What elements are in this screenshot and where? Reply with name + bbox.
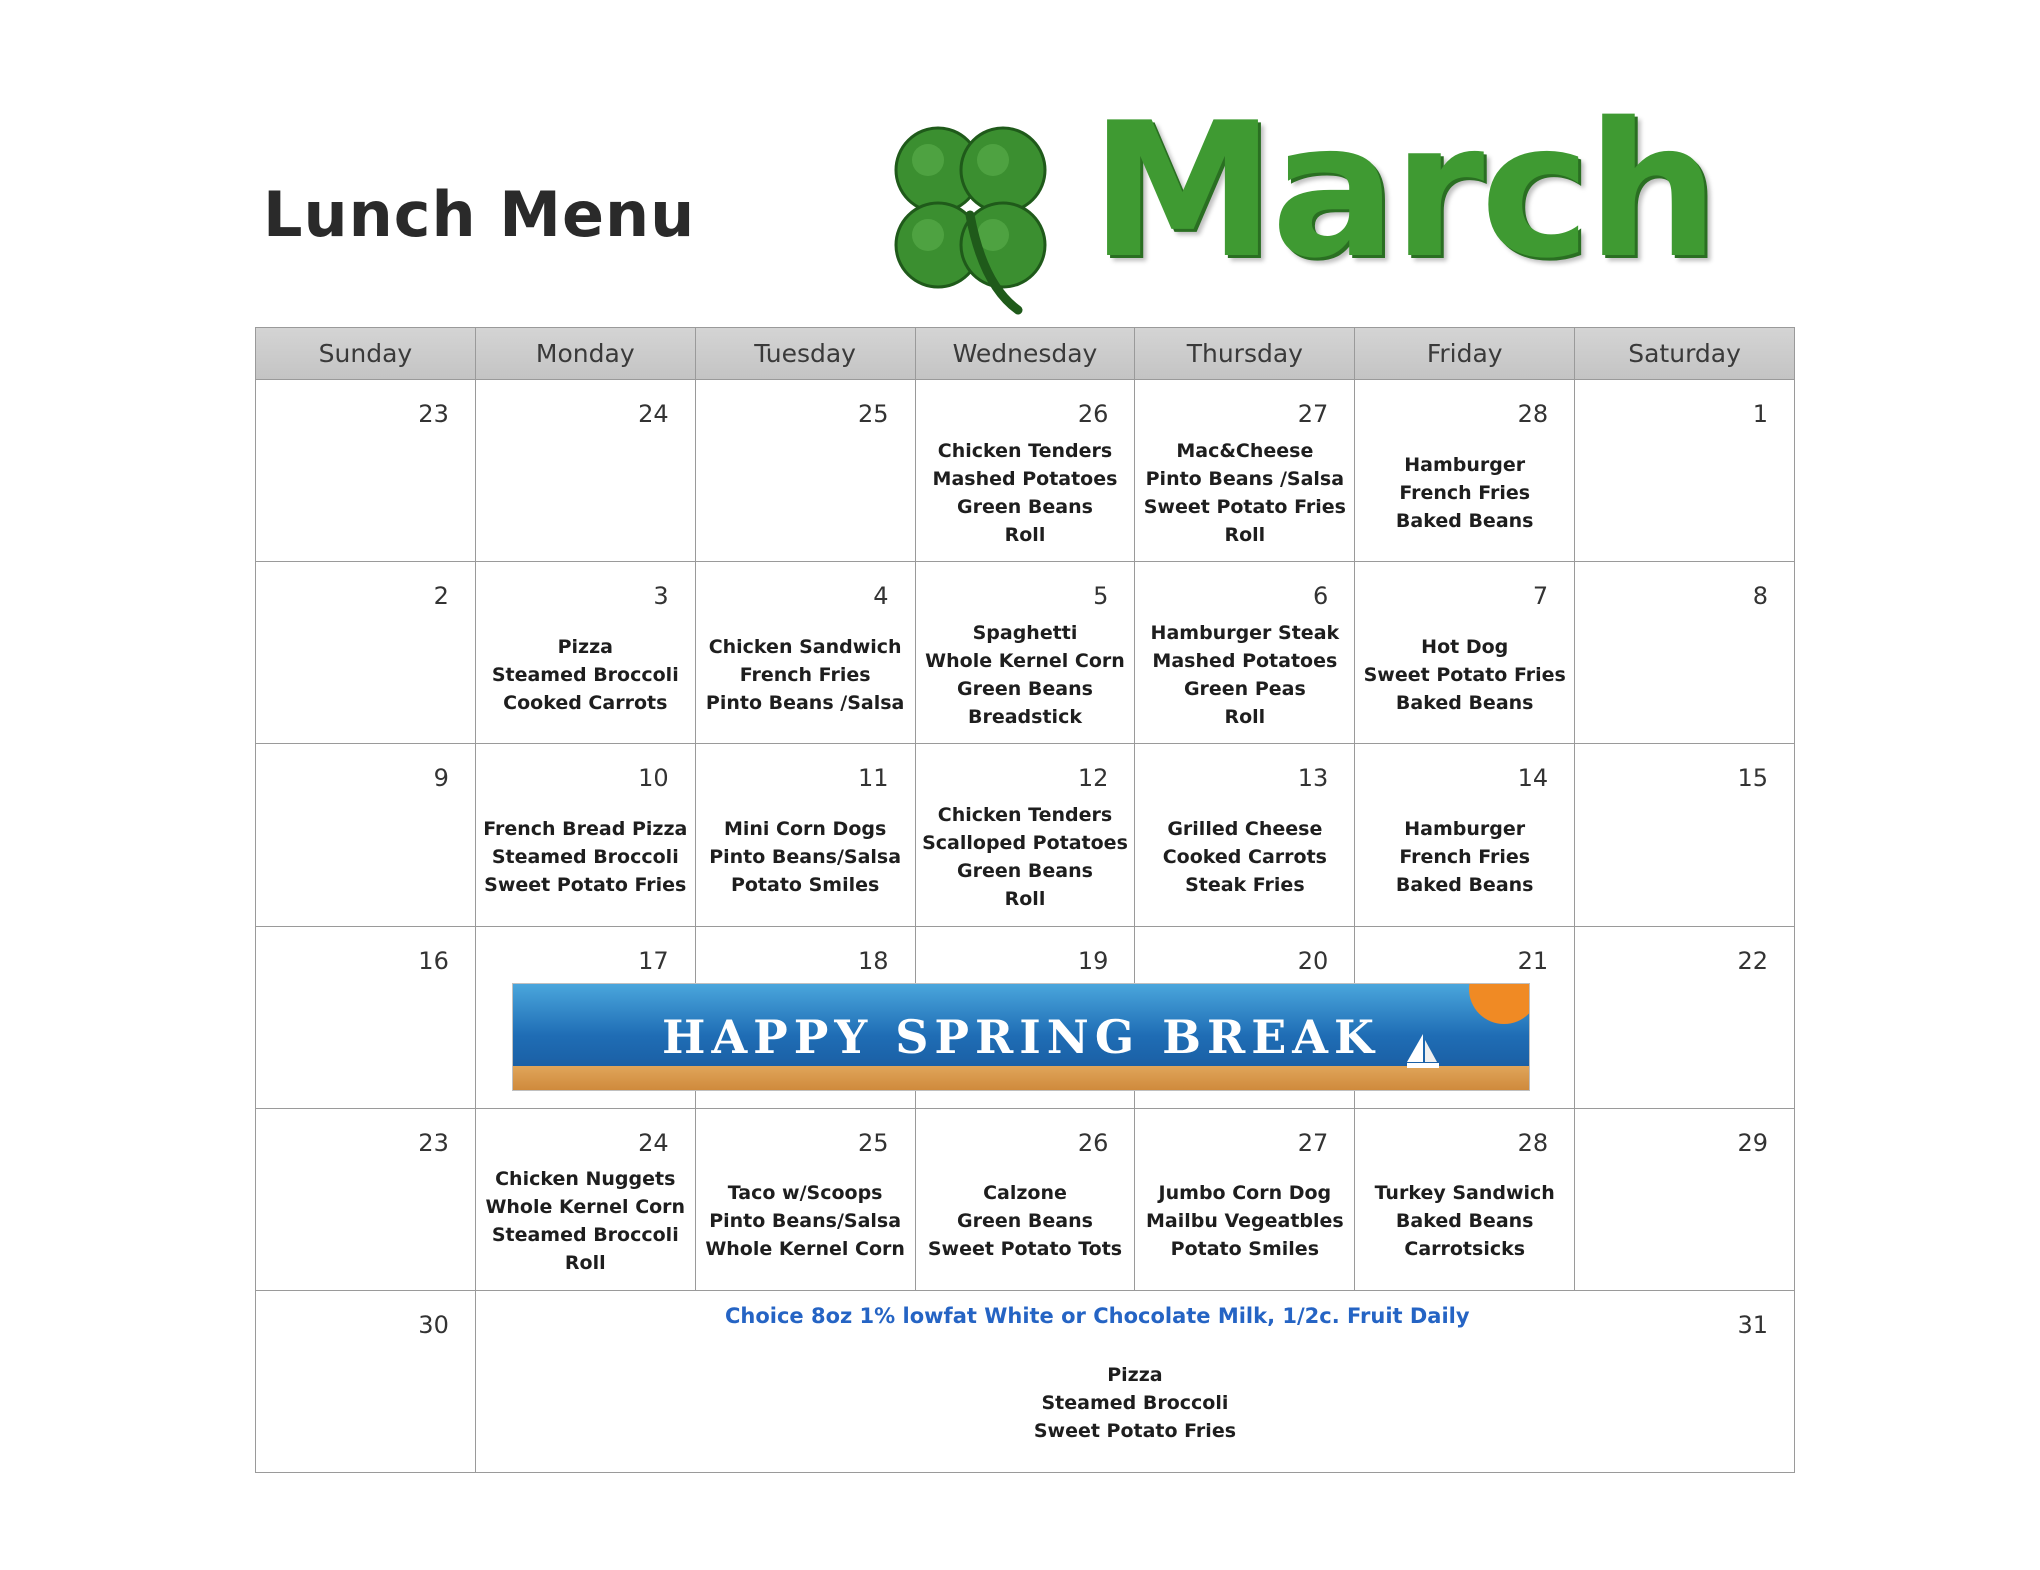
menu-item: Steak Fries [1185, 873, 1305, 896]
menu-item: Roll [1004, 887, 1046, 910]
menu-item: Roll [1224, 523, 1266, 546]
calendar-day-cell [1135, 744, 1355, 926]
day-number: 24 [638, 400, 669, 428]
menu-item: Chicken Tenders [937, 803, 1113, 826]
menu-item: Cooked Carrots [503, 691, 668, 714]
day-number: 20 [1297, 946, 1329, 975]
menu-items [696, 1153, 915, 1290]
weekday-header-sunday: Sunday [256, 328, 476, 380]
day-number: 21 [1517, 946, 1549, 975]
menu-item: Sweet Potato Fries [1143, 495, 1346, 518]
menu-item: Hamburger Steak [1150, 621, 1340, 644]
menu-item: Steamed Broccoli [491, 845, 679, 868]
menu-item: Breadstick [968, 705, 1082, 728]
menu-items [476, 606, 695, 743]
day-number: 30 [418, 1310, 449, 1339]
menu-item: Pinto Beans/Salsa [709, 1210, 902, 1233]
day-number: 9 [433, 764, 449, 793]
menu-item: Roll [564, 1252, 606, 1275]
calendar-day-cell [916, 562, 1136, 744]
menu-item: Baked Beans [1395, 691, 1534, 714]
calendar-day-cell [916, 380, 1136, 562]
menu-item: Pinto Beans/Salsa [709, 845, 902, 868]
menu-items [696, 606, 915, 743]
sailboat-icon [1403, 1032, 1443, 1072]
day-number: 29 [1737, 1128, 1768, 1157]
day-number: 18 [858, 946, 889, 975]
menu-item: Green Peas [1183, 677, 1306, 700]
menu-items [916, 606, 1135, 743]
weekday-header-friday: Friday [1355, 328, 1575, 380]
menu-item: French Fries [1399, 845, 1531, 868]
day-number: 28 [1517, 1128, 1549, 1157]
calendar-grid [255, 327, 1795, 1473]
day-number: 17 [638, 946, 669, 975]
day-number: 2 [433, 582, 449, 611]
day-number: 24 [638, 1128, 669, 1157]
calendar-day-cell [256, 562, 476, 744]
menu-items [1355, 424, 1574, 561]
day-number: 27 [1297, 400, 1329, 428]
menu-item: Steamed Broccoli [491, 663, 679, 686]
weekday-header-tuesday: Tuesday [696, 328, 916, 380]
day-number: 8 [1752, 582, 1768, 611]
menu-item: Taco w/Scoops [727, 1182, 883, 1205]
menu-item: Mashed Potatoes [1152, 649, 1338, 672]
menu-item: Chicken Nuggets [495, 1168, 676, 1191]
menu-items [1355, 606, 1574, 743]
milk-note: Choice 8oz 1% lowfat White or Chocolate Milk, 1/2c. Fruit Daily [725, 1304, 1470, 1328]
menu-item: Pizza [1107, 1364, 1163, 1387]
day-number: 14 [1517, 764, 1549, 793]
menu-items [1135, 424, 1354, 561]
lunch-menu-title: Lunch Menu [263, 178, 696, 251]
day-number: 3 [653, 582, 669, 611]
calendar-day-cell [476, 744, 696, 926]
menu-item: Mashed Potatoes [932, 467, 1118, 490]
menu-item: Baked Beans [1395, 873, 1534, 896]
day-number: 23 [418, 1128, 449, 1157]
day-number: 15 [1737, 764, 1768, 793]
menu-item: Green Beans [957, 1210, 1093, 1233]
menu-item: Baked Beans [1395, 1210, 1534, 1233]
menu-item: Chicken Sandwich [708, 635, 902, 658]
calendar-day-cell [476, 1109, 696, 1291]
menu-item: Whole Kernel Corn [925, 649, 1125, 672]
day-number: 22 [1737, 946, 1768, 975]
menu-items [476, 1335, 1794, 1472]
calendar-day-cell [1575, 1109, 1795, 1291]
menu-item: Carrotsicks [1404, 1238, 1526, 1261]
day-number: 26 [1077, 400, 1109, 428]
menu-item: Hamburger [1404, 453, 1526, 476]
menu-item: Roll [1004, 523, 1046, 546]
day-number: 5 [1093, 582, 1109, 611]
menu-item: Hot Dog [1421, 635, 1509, 658]
menu-items [916, 424, 1135, 561]
menu-items [1135, 1153, 1354, 1290]
menu-item: Grilled Cheese [1167, 817, 1323, 840]
menu-item: Mini Corn Dogs [723, 817, 887, 840]
calendar-day-cell [256, 380, 476, 562]
menu-item: Whole Kernel Corn [705, 1238, 905, 1261]
menu-item: Whole Kernel Corn [485, 1196, 686, 1219]
weekday-header-saturday: Saturday [1575, 328, 1795, 380]
day-number: 11 [858, 764, 889, 793]
calendar-day-cell [1355, 380, 1575, 562]
menu-item: Steamed Broccoli [491, 1224, 679, 1247]
menu-items [696, 788, 915, 925]
calendar-day-cell [1575, 927, 1795, 1109]
day-number: 4 [873, 582, 889, 611]
menu-items [1135, 788, 1354, 925]
menu-item: Sweet Potato Fries [1363, 663, 1566, 686]
calendar-day-cell [916, 1109, 1136, 1291]
calendar-day-cell [256, 927, 476, 1109]
calendar-day-cell [256, 1291, 476, 1473]
menu-item: Green Beans [957, 495, 1093, 518]
weekday-header-thursday: Thursday [1135, 328, 1355, 380]
menu-item: Cooked Carrots [1162, 845, 1327, 868]
calendar-day-cell [476, 380, 696, 562]
calendar-day-cell [916, 744, 1136, 926]
menu-item: Hamburger [1404, 817, 1526, 840]
menu-item: Chicken Tenders [937, 439, 1113, 462]
day-number: 26 [1077, 1128, 1109, 1157]
day-number: 28 [1517, 400, 1549, 428]
menu-items [1135, 606, 1354, 743]
menu-item: Sweet Potato Fries [1033, 1420, 1237, 1443]
calendar-day-cell [1575, 562, 1795, 744]
day-number: 6 [1313, 582, 1329, 611]
menu-item: French Fries [1399, 481, 1531, 504]
menu-item: Scalloped Potatoes [922, 831, 1128, 854]
menu-item: Green Beans [957, 859, 1093, 882]
menu-item: French Fries [739, 663, 871, 686]
calendar-day-cell [256, 744, 476, 926]
calendar-day-cell [696, 562, 916, 744]
weekday-header-monday: Monday [476, 328, 696, 380]
day-number: 7 [1532, 582, 1549, 611]
spring-break-banner [512, 983, 1530, 1091]
menu-item: French Bread Pizza [483, 817, 688, 840]
day-number: 1 [1752, 400, 1768, 428]
banner-text: HAPPY SPRING BREAK [662, 1010, 1380, 1064]
day-number: 10 [638, 764, 669, 793]
day-number: 13 [1297, 764, 1329, 793]
calendar-day-cell [1575, 744, 1795, 926]
day-number: 16 [418, 946, 449, 975]
menu-item: Spaghetti [972, 621, 1078, 644]
calendar-day-cell [256, 1109, 476, 1291]
menu-item: Pizza [557, 635, 613, 658]
calendar-day-cell [1575, 380, 1795, 562]
menu-item: Roll [1224, 705, 1266, 728]
day-number: 12 [1077, 764, 1109, 793]
menu-items [476, 788, 695, 925]
menu-item: Steamed Broccoli [1041, 1392, 1229, 1415]
calendar-day-cell [696, 744, 916, 926]
day-number: 25 [858, 400, 889, 428]
menu-item: Pinto Beans /Salsa [1145, 467, 1345, 490]
menu-items [1355, 788, 1574, 925]
menu-item: Green Beans [957, 677, 1093, 700]
calendar-day-cell [696, 380, 916, 562]
calendar-day-cell [1135, 562, 1355, 744]
menu-items [916, 788, 1135, 925]
calendar-day-cell [1355, 1109, 1575, 1291]
day-number: 19 [1077, 946, 1109, 975]
menu-item: Potato Smiles [730, 873, 880, 896]
menu-item: Baked Beans [1395, 509, 1534, 532]
menu-item: Mailbu Vegeatbles [1145, 1210, 1344, 1233]
menu-item: Pinto Beans /Salsa [705, 691, 905, 714]
menu-items [916, 1153, 1135, 1290]
day-number: 27 [1297, 1128, 1329, 1157]
menu-item: Sweet Potato Tots [927, 1238, 1123, 1261]
calendar-day-cell [476, 562, 696, 744]
calendar-day-cell [1135, 1109, 1355, 1291]
day-number: 23 [418, 400, 449, 428]
menu-item: Jumbo Corn Dog [1158, 1182, 1332, 1205]
calendar-day-cell [696, 1109, 916, 1291]
menu-item: Turkey Sandwich [1374, 1182, 1555, 1205]
menu-item: Sweet Potato Fries [484, 873, 687, 896]
menu-items [476, 1153, 695, 1290]
menu-item: Potato Smiles [1170, 1238, 1320, 1261]
menu-item: Mac&Cheese [1176, 439, 1314, 462]
calendar-day-cell [1355, 562, 1575, 744]
calendar-day-cell [1135, 380, 1355, 562]
day-number: 31 [1737, 1310, 1768, 1339]
day-number: 25 [858, 1128, 889, 1157]
weekday-header-wednesday: Wednesday [916, 328, 1136, 380]
calendar-day-cell [1355, 744, 1575, 926]
month-heading: March [1090, 82, 1716, 299]
menu-items [1355, 1153, 1574, 1290]
menu-item: Calzone [983, 1182, 1067, 1205]
